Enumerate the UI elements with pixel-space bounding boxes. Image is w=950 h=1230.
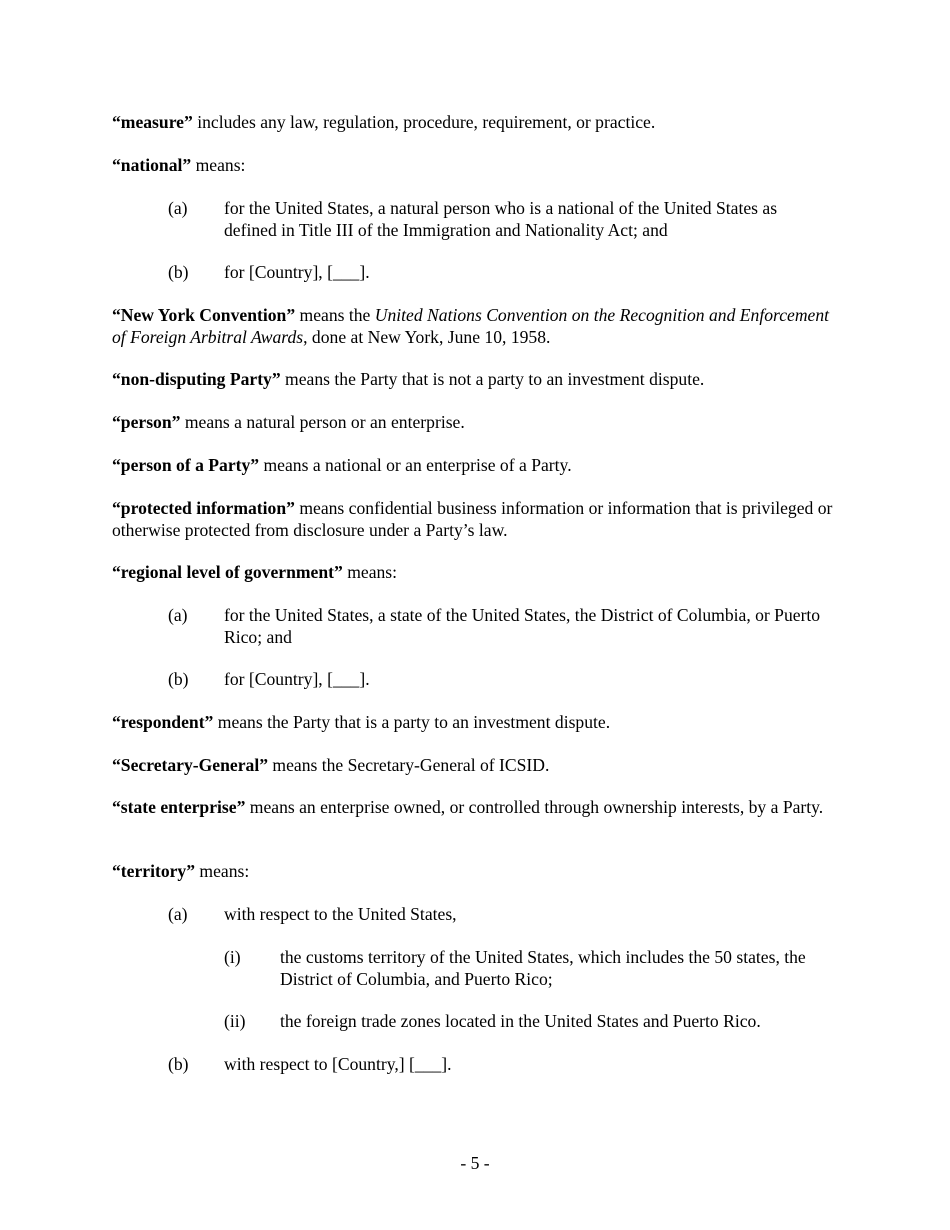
- definition-national: [112, 155, 842, 177]
- term: “state enterprise”: [112, 797, 246, 817]
- term: “regional level of government”: [112, 562, 343, 582]
- convention-title: United Nations Convention on the Recognition and Enforcement of Foreign Arbitral Awards: [112, 305, 830, 347]
- item-text: for the United States, a state of the United States, the District of Columbia, or Puerto Rico; and: [224, 605, 821, 647]
- item-text: the foreign trade zones located in the United States and Puerto Rico.: [280, 1011, 761, 1031]
- definition-text: means:: [342, 562, 398, 582]
- item-label: (a): [168, 198, 188, 218]
- item-label: (a): [168, 904, 188, 924]
- definition-text: means a natural person or an enterprise.: [180, 412, 465, 432]
- definition-measure: [112, 112, 842, 134]
- term: “New York Convention”: [112, 305, 296, 325]
- definition-state-enterprise: [112, 797, 842, 819]
- definition-text: means the Party that is not a party to an investment dispute.: [280, 369, 705, 389]
- definition-text: means confidential business information or information that is privileged or otherwise protected from disclosure under a Party’s law.: [112, 498, 833, 540]
- term: “protected information”: [112, 498, 295, 518]
- definition-non-disputing-party: [112, 369, 842, 391]
- definition-text: means the Secretary-General of ICSID.: [268, 755, 550, 775]
- term: “territory”: [112, 861, 196, 881]
- item-label: (i): [224, 947, 241, 967]
- term: “measure”: [112, 112, 193, 132]
- term: “respondent”: [112, 712, 214, 732]
- page-number: - 5 -: [460, 1153, 490, 1173]
- definition-secretary-general: [112, 755, 842, 777]
- item-label: (b): [168, 1054, 189, 1074]
- definition-text: means an enterprise owned, or controlled through ownership interests, by a Party.: [245, 797, 824, 817]
- definition-text: means:: [195, 861, 250, 881]
- item-text: for [Country], [___].: [224, 669, 370, 689]
- term: “person”: [112, 412, 181, 432]
- item-text: for [Country], [___].: [224, 262, 370, 282]
- item-label: (a): [168, 605, 188, 625]
- definition-text: means:: [191, 155, 246, 175]
- definition-respondent: [112, 712, 842, 734]
- term: “person of a Party”: [112, 455, 260, 475]
- definition-person: [112, 412, 842, 434]
- term: “Secretary-General”: [112, 755, 268, 775]
- item-label: (b): [168, 669, 189, 689]
- term: “non-disputing Party”: [112, 369, 281, 389]
- definition-new-york-convention: [112, 305, 842, 348]
- definition-text: means a national or an enterprise of a Party.: [259, 455, 572, 475]
- definition-text: includes any law, regulation, procedure, requirement, or practice.: [192, 112, 656, 132]
- item-label: (ii): [224, 1011, 246, 1031]
- definition-text: means the Party that is a party to an investment dispute.: [213, 712, 611, 732]
- definition-regional-level-of-government: [112, 562, 842, 584]
- item-text: with respect to [Country,] [___].: [224, 1054, 452, 1074]
- definition-person-of-a-party: [112, 455, 842, 477]
- item-text: for the United States, a natural person who is a national of the United States as defined in Title III of the Immigration and Nationality Act; and: [224, 198, 778, 240]
- definition-text: means the: [295, 305, 375, 325]
- definition-text: , done at New York, June 10, 1958.: [303, 326, 551, 347]
- definition-protected-information: [112, 498, 842, 541]
- term: “national”: [112, 155, 192, 175]
- item-text: with respect to the United States,: [224, 904, 457, 924]
- definition-territory: [112, 861, 842, 883]
- item-text: the customs territory of the United States, which includes the 50 states, the District of Columbia, and Puerto Rico;: [280, 947, 806, 989]
- item-label: (b): [168, 262, 189, 282]
